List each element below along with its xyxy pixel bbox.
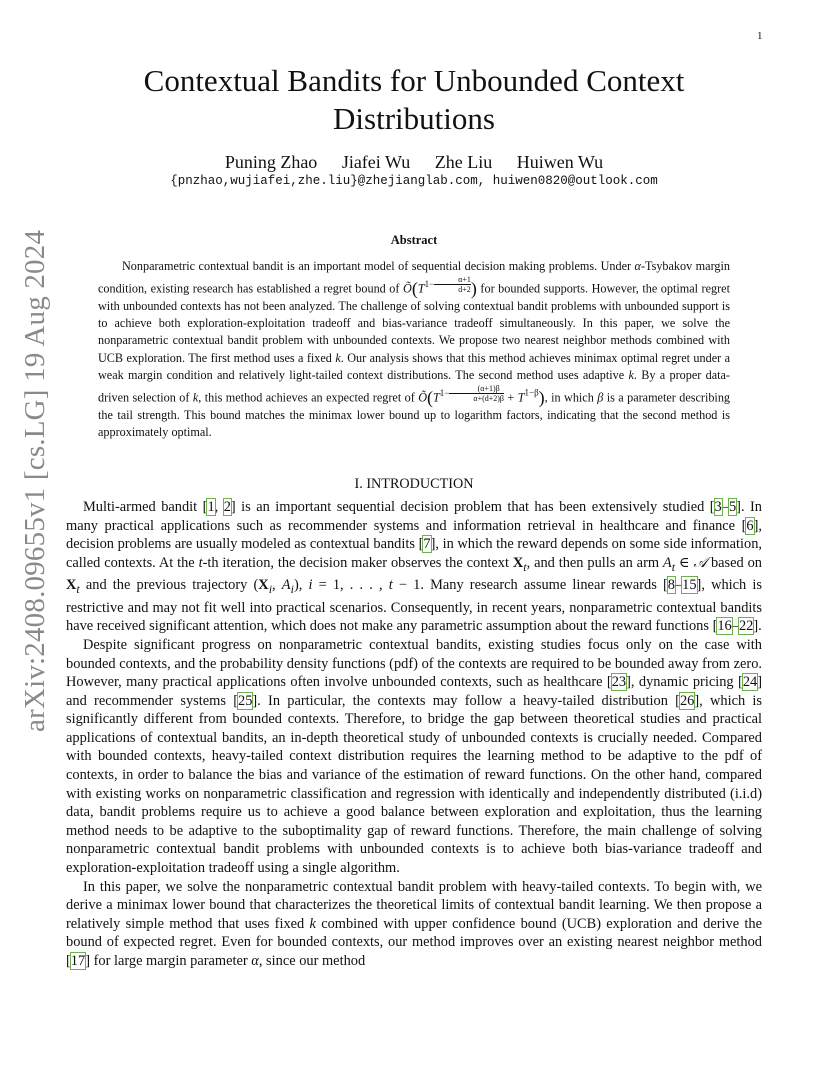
citation-link[interactable]: 2 — [223, 499, 231, 515]
citation-link[interactable]: 24 — [742, 674, 758, 691]
citation-link[interactable]: 5 — [728, 499, 737, 515]
citation-link[interactable]: 23 — [611, 674, 627, 691]
abstract-text: Nonparametric contextual bandit is an important model of sequential decision making problems. Under α-Tsybakov margin condition, existing research has established a regret bound of $Õ(T^{1- \frac{\alpha+1}{d+2}}$ ) for bounded supports. However, the optimal regret with unbounded contexts has not been analyzed. The challenge of solving contextual bandit problems with unbounded support is to achieve both exploration-exploitation tradeoff and bias-variance tradeoff simultaneously. In this paper, we solve the nonparametric contextual bandit problem with unbounded contexts. We propose two nearest neighbor methods combined with UCB exploration. The first method uses a fixed k. Our analysis shows that this method achieves minimax optimal regret under a weak margin condition and relatively light-tailed context distributions. The second method uses adaptive k. By a proper data-driven selection of k, this method achieves an expected regret of $Õ(T^{1- \frac{(\alpha+1)\beta}{\alpha+(d+2)\beta}}$ + $T^{1-\beta}$), in which β is a parameter describing the tail strength. This bound matches the minimax lower bound up to logarithm factors, indicating that the second method is approximately optimal. — [98, 259, 731, 439]
author-name: Huiwen Wu — [516, 152, 604, 172]
citation-link[interactable]: 1 — [207, 499, 215, 515]
citation-link[interactable]: 17 — [70, 953, 86, 969]
citation-link[interactable]: 25 — [238, 692, 253, 709]
author-name: Puning Zhao — [224, 152, 318, 172]
paper-title: Contextual Bandits for Unbounded Context Distributions — [143, 63, 685, 136]
citation-link[interactable]: 16 — [717, 618, 732, 635]
abstract-heading: Abstract — [390, 233, 438, 247]
arxiv-stamp[interactable]: arXiv:2408.09655v1 [cs.LG] 19 Aug 2024 — [19, 229, 51, 732]
body-text — [66, 498, 762, 971]
citation-link[interactable]: 6 — [746, 517, 754, 534]
citation-link[interactable]: 26 — [679, 692, 695, 709]
citation-link[interactable]: 3 — [714, 499, 722, 515]
paragraph: In this paper, we solve the nonparametric contextual bandit problem with heavy-tailed contexts. To begin with, we derive a minimax lower bound that characterizes the theoretical limits of contextual bandit learning. We then propose a relatively simple method that uses fixed k combined with upper confidence bound (UCB) exploration and derive the bound of expected regret. Even for bounded contexts, our method improves over an existing nearest neighbor method [17] for large margin parameter α, since our method — [66, 878, 762, 969]
author-name: Jiafei Wu — [341, 152, 411, 172]
paragraph: Despite significant progress on nonparametric contextual bandits, existing studies focus only on the case with bounded contexts, and the probability density functions (pdf) of the contexts are required to be bounded away from zero. However, many practical applications often involve unbounded contexts, such as healthcare [23], dynamic pricing [24] and recommender systems [25]. In particular, the contexts may follow a heavy-tailed distribution [26], which is significantly different from bounded contexts. Therefore, to bridge the gap between theoretical studies and practical applications of contextual bandits, an in-depth theoretical study of unbounded contexts is crucially needed. Compared with bounded contexts, heavy-tailed context distribution requires the learning method to be adaptive to the pdf of contexts, in order to balance the bias and variance of the estimation of reward functions. On the other hand, compared with existing works on nonparametric classification and regression with identically and independently distributed (i.i.d) data, bandit problems require us to achieve a good balance between exploration and exploitation, thus the learning method needs to be adaptive to the suboptimality gap of reward functions. Therefore, the main challenge of solving nonparametric contextual bandit problems with unbounded contexts is to achieve both bias-variance tradeoff and exploration-exploitation tradeoff using a single algorithm. — [66, 636, 762, 877]
section-heading: I. INTRODUCTION — [354, 476, 474, 492]
author-list — [80, 152, 748, 173]
citation-link[interactable]: 15 — [682, 577, 697, 594]
citation-link[interactable]: 7 — [423, 536, 431, 553]
author-emails: {pnzhao,wujiafei,zhe.liu}@zhejianglab.com, huiwen0820@outlook.com — [170, 174, 658, 188]
author-name: Zhe Liu — [434, 152, 493, 172]
citation-link[interactable]: 22 — [738, 618, 754, 635]
page-number: 1 — [757, 30, 763, 42]
citation-link[interactable]: 8 — [667, 577, 675, 594]
paragraph: Multi-armed bandit [1, 2] is an important sequential decision problem that has been extensively studied [3–5]. In many practical applications such as recommender systems and information retrieval in healthcare and finance [6], decision problems are usually modeled as contextual bandits [7], in which the reward depends on some side information, called contexts. At the t-th iteration, the decision maker observes the context $X_t$, and then pulls an arm $A_t$ ∈ 𝒜 based on $X_t$ and the previous trajectory ($X_i$, $A_i$), i = 1, . . . , t − 1. Many research assume linear rewards [8–15], which is restrictive and may not fit well into practical scenarios. Consequently, in recent years, nonparametric contextual bandits have received significant attention, which does not make any parametric assumption about the reward functions [16–22]. — [66, 499, 763, 635]
